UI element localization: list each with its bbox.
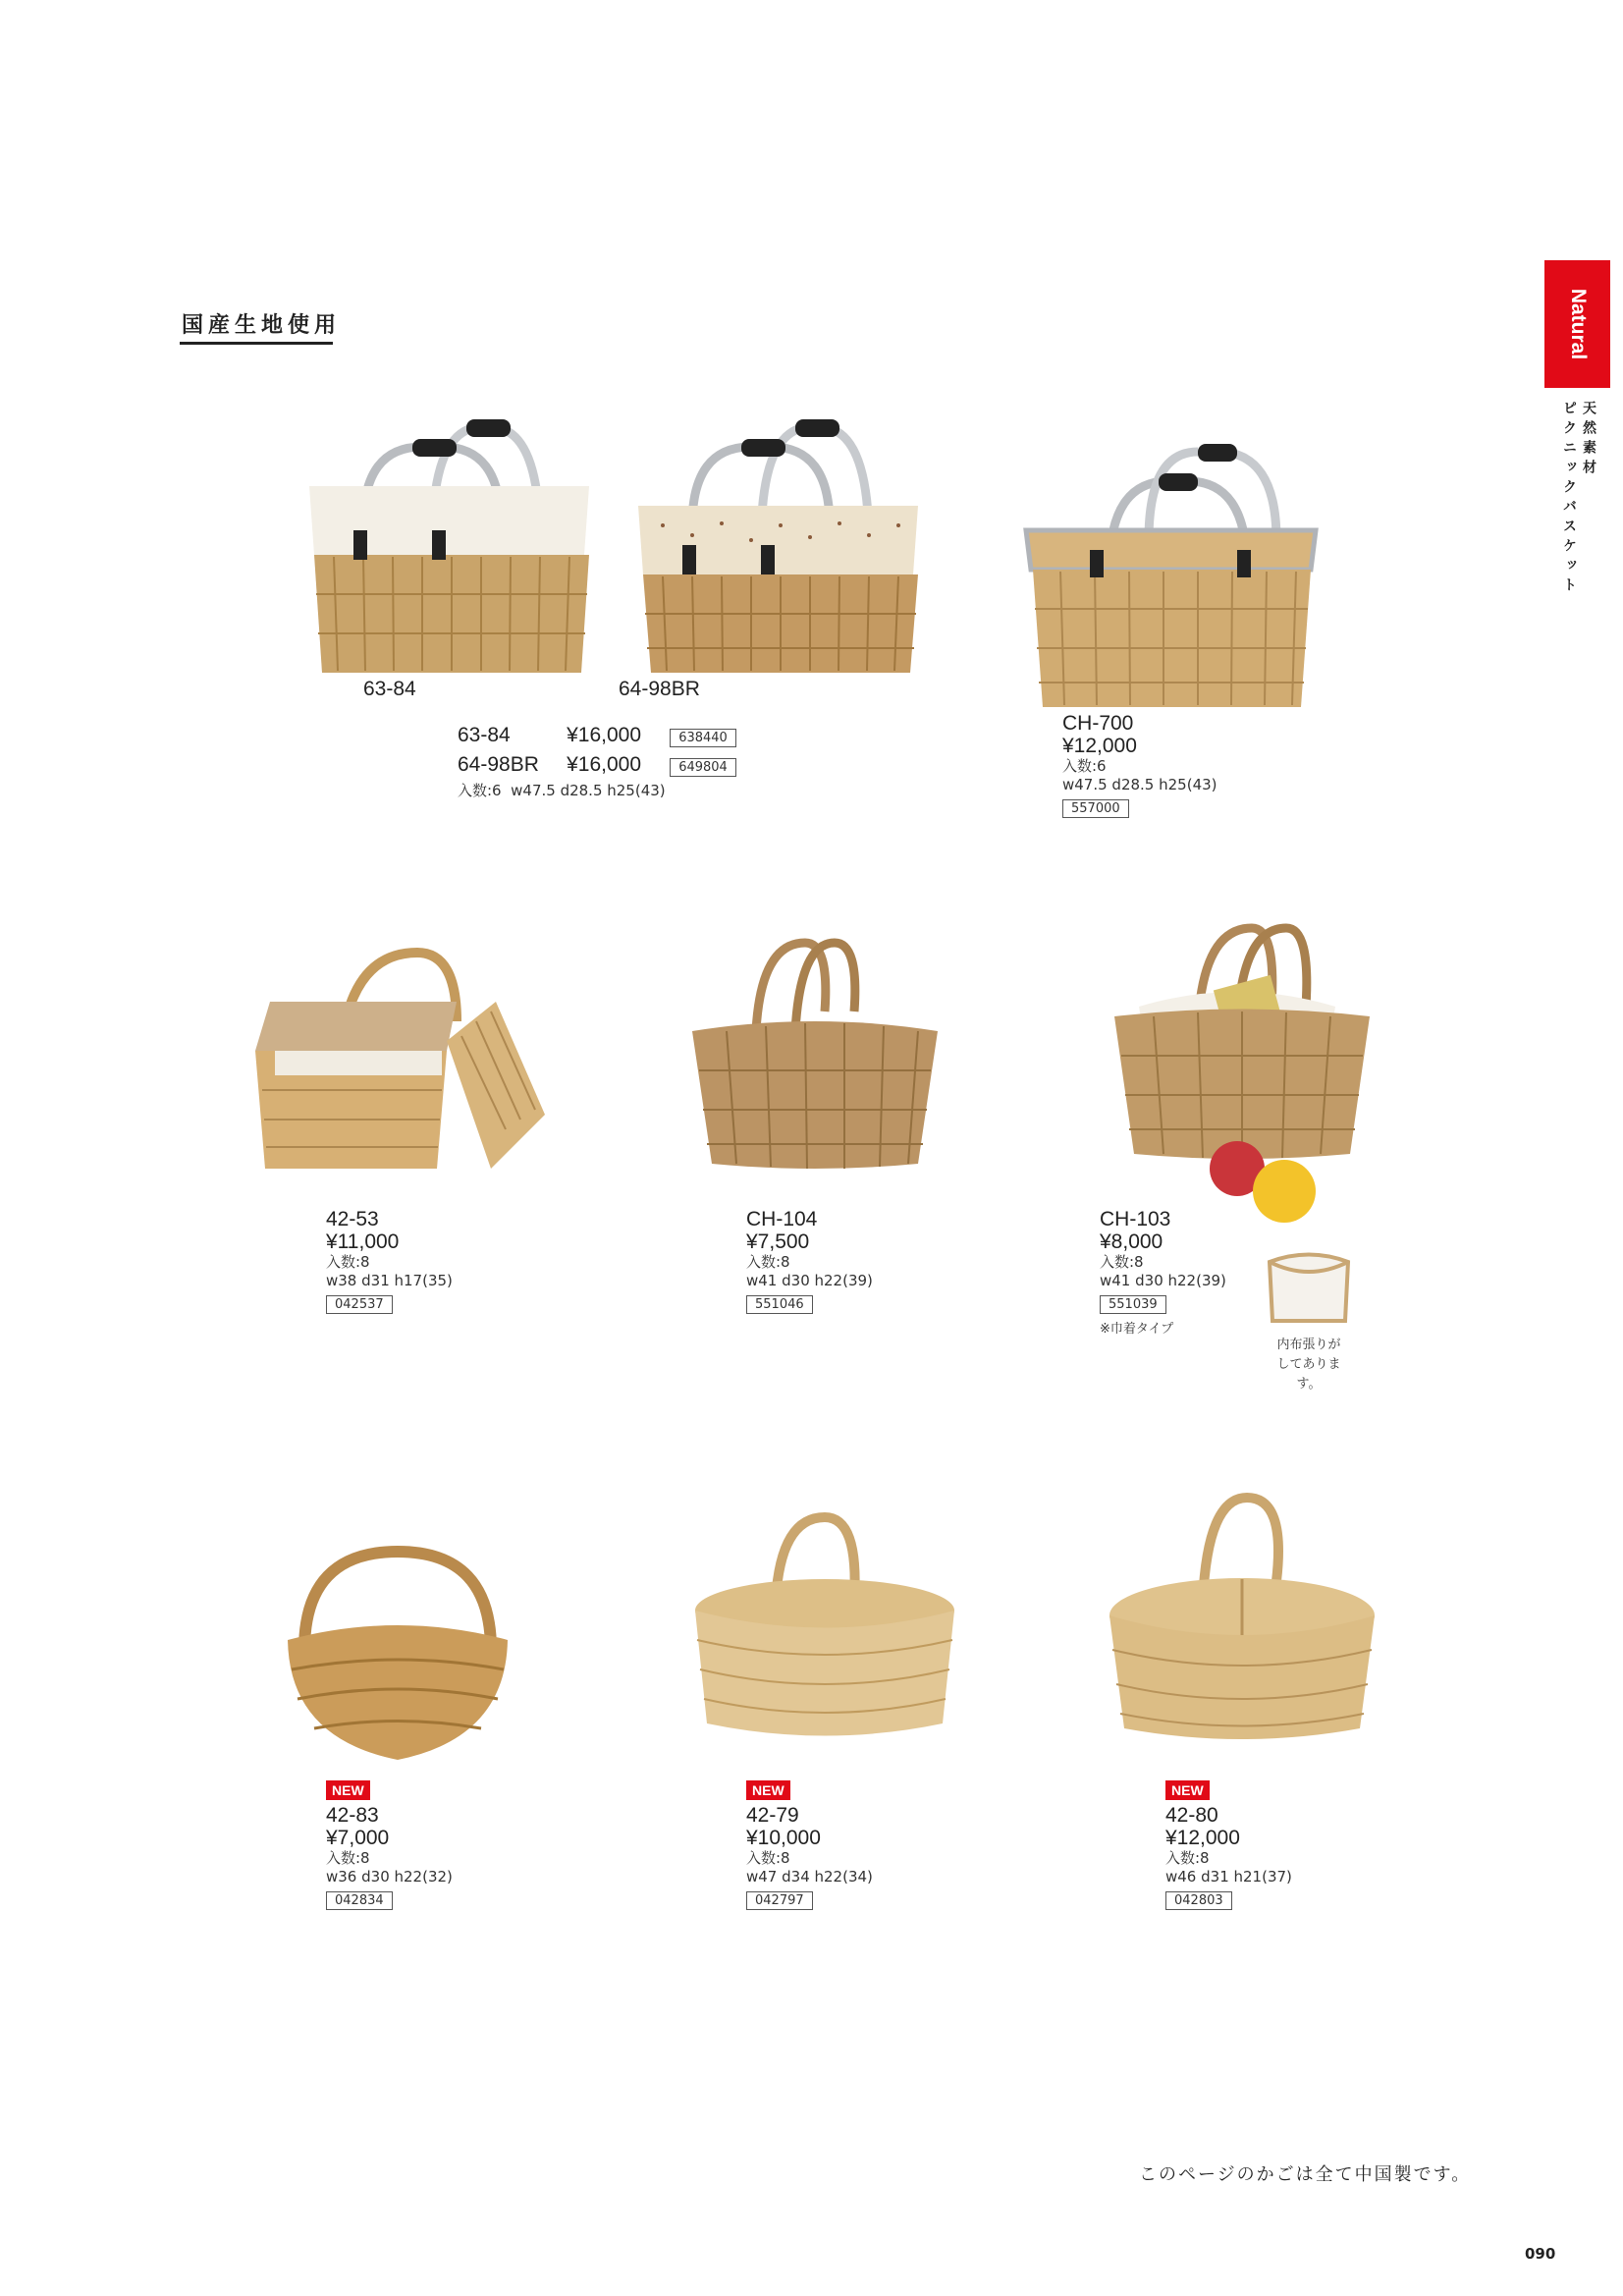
product-size: w38 d31 h17(35): [326, 1272, 453, 1289]
product-size: w41 d30 h22(39): [746, 1272, 873, 1289]
basket-42-53-image: [250, 943, 555, 1178]
category-vertical-line1: 天然素材: [1581, 401, 1596, 479]
inner-lining-inset-image: [1265, 1252, 1353, 1326]
inset-caption: [1267, 1336, 1351, 1394]
product-size: w47 d34 h22(34): [746, 1868, 873, 1886]
product-size: w47.5 d28.5 h25(43): [1062, 776, 1217, 793]
product-qty: 入数:8: [746, 1253, 790, 1271]
product-42-79: [746, 1780, 873, 1910]
product-code: 042797: [746, 1891, 813, 1910]
product-name: 42-80: [1165, 1804, 1218, 1827]
product-qty: 入数:8: [1100, 1253, 1144, 1271]
product-size: w46 d31 h21(37): [1165, 1868, 1292, 1886]
product-name: 64-98BR: [458, 753, 539, 776]
basket-ch-700-image: [1021, 422, 1325, 717]
basket-ch-103-image: [1109, 918, 1375, 1223]
basket-42-83-image: [280, 1542, 515, 1768]
basket-64-98br-image: [633, 408, 928, 683]
product-price: ¥12,000: [1062, 735, 1137, 757]
product-code: 638440: [670, 729, 736, 747]
product-code: 042834: [326, 1891, 393, 1910]
product-ch-104: [746, 1208, 873, 1314]
basket-63-84-image: [304, 408, 599, 683]
category-tab-label: Natural: [1566, 288, 1590, 360]
product-price: ¥10,000: [746, 1827, 821, 1849]
new-badge: NEW: [746, 1780, 790, 1800]
category-vertical-text: [1559, 401, 1598, 597]
product-name: CH-104: [746, 1208, 818, 1230]
basket-42-79-image: [687, 1512, 962, 1748]
basket-42-80-image: [1100, 1493, 1384, 1748]
product-qty: 入数:8: [746, 1849, 790, 1867]
section-title-underline: [180, 342, 333, 345]
pair-row-2: [458, 753, 736, 777]
product-42-80: [1165, 1780, 1292, 1910]
product-note: ※巾着タイプ: [1100, 1322, 1174, 1337]
label-63-84: 63-84: [363, 678, 416, 700]
product-name: CH-700: [1062, 712, 1134, 735]
product-code: 551046: [746, 1295, 813, 1314]
label-64-98br: 64-98BR: [619, 678, 700, 700]
product-code: 042803: [1165, 1891, 1232, 1910]
product-price: ¥16,000: [567, 753, 642, 776]
product-code: 042537: [326, 1295, 393, 1314]
product-code: 649804: [670, 758, 736, 777]
page-number: 090: [1525, 2245, 1556, 2263]
product-name: 63-84: [458, 724, 511, 746]
new-badge: NEW: [326, 1780, 370, 1800]
inset-caption-line1: 内布張りが: [1276, 1338, 1341, 1352]
inset-caption-line2: してあります。: [1276, 1357, 1341, 1392]
product-qty: 入数:8: [1165, 1849, 1210, 1867]
product-qty: 入数:8: [326, 1253, 370, 1271]
product-42-53: [326, 1208, 453, 1314]
new-badge: NEW: [1165, 1780, 1210, 1800]
product-code: 551039: [1100, 1295, 1166, 1314]
product-size: w41 d30 h22(39): [1100, 1272, 1226, 1289]
product-price: ¥7,500: [746, 1230, 810, 1253]
product-name: CH-103: [1100, 1208, 1171, 1230]
product-qty: 入数:8: [326, 1849, 370, 1867]
product-price: ¥11,000: [326, 1230, 400, 1253]
origin-note: このページのかごは全て中国製です。: [1139, 2164, 1472, 2185]
product-code: 557000: [1062, 799, 1129, 818]
product-price: ¥7,000: [326, 1827, 390, 1849]
product-name: 42-79: [746, 1804, 799, 1827]
product-size: w36 d30 h22(32): [326, 1868, 453, 1886]
product-name: 42-83: [326, 1804, 379, 1827]
product-price: ¥12,000: [1165, 1827, 1240, 1849]
product-price: ¥16,000: [567, 724, 642, 746]
product-42-83: [326, 1780, 453, 1910]
section-title: 国産生地使用: [182, 313, 342, 338]
product-name: 42-53: [326, 1208, 379, 1230]
product-ch-103: [1100, 1208, 1226, 1337]
product-ch-700: [1062, 712, 1217, 818]
pair-spec: 入数:6 w47.5 d28.5 h25(43): [458, 782, 666, 799]
product-qty: 入数:6: [1062, 757, 1107, 775]
product-price: ¥8,000: [1100, 1230, 1163, 1253]
basket-ch-104-image: [687, 933, 943, 1178]
pair-row-1: [458, 724, 736, 747]
category-tab: [1544, 260, 1610, 388]
category-vertical-line2: ピクニックバスケット: [1561, 401, 1577, 597]
